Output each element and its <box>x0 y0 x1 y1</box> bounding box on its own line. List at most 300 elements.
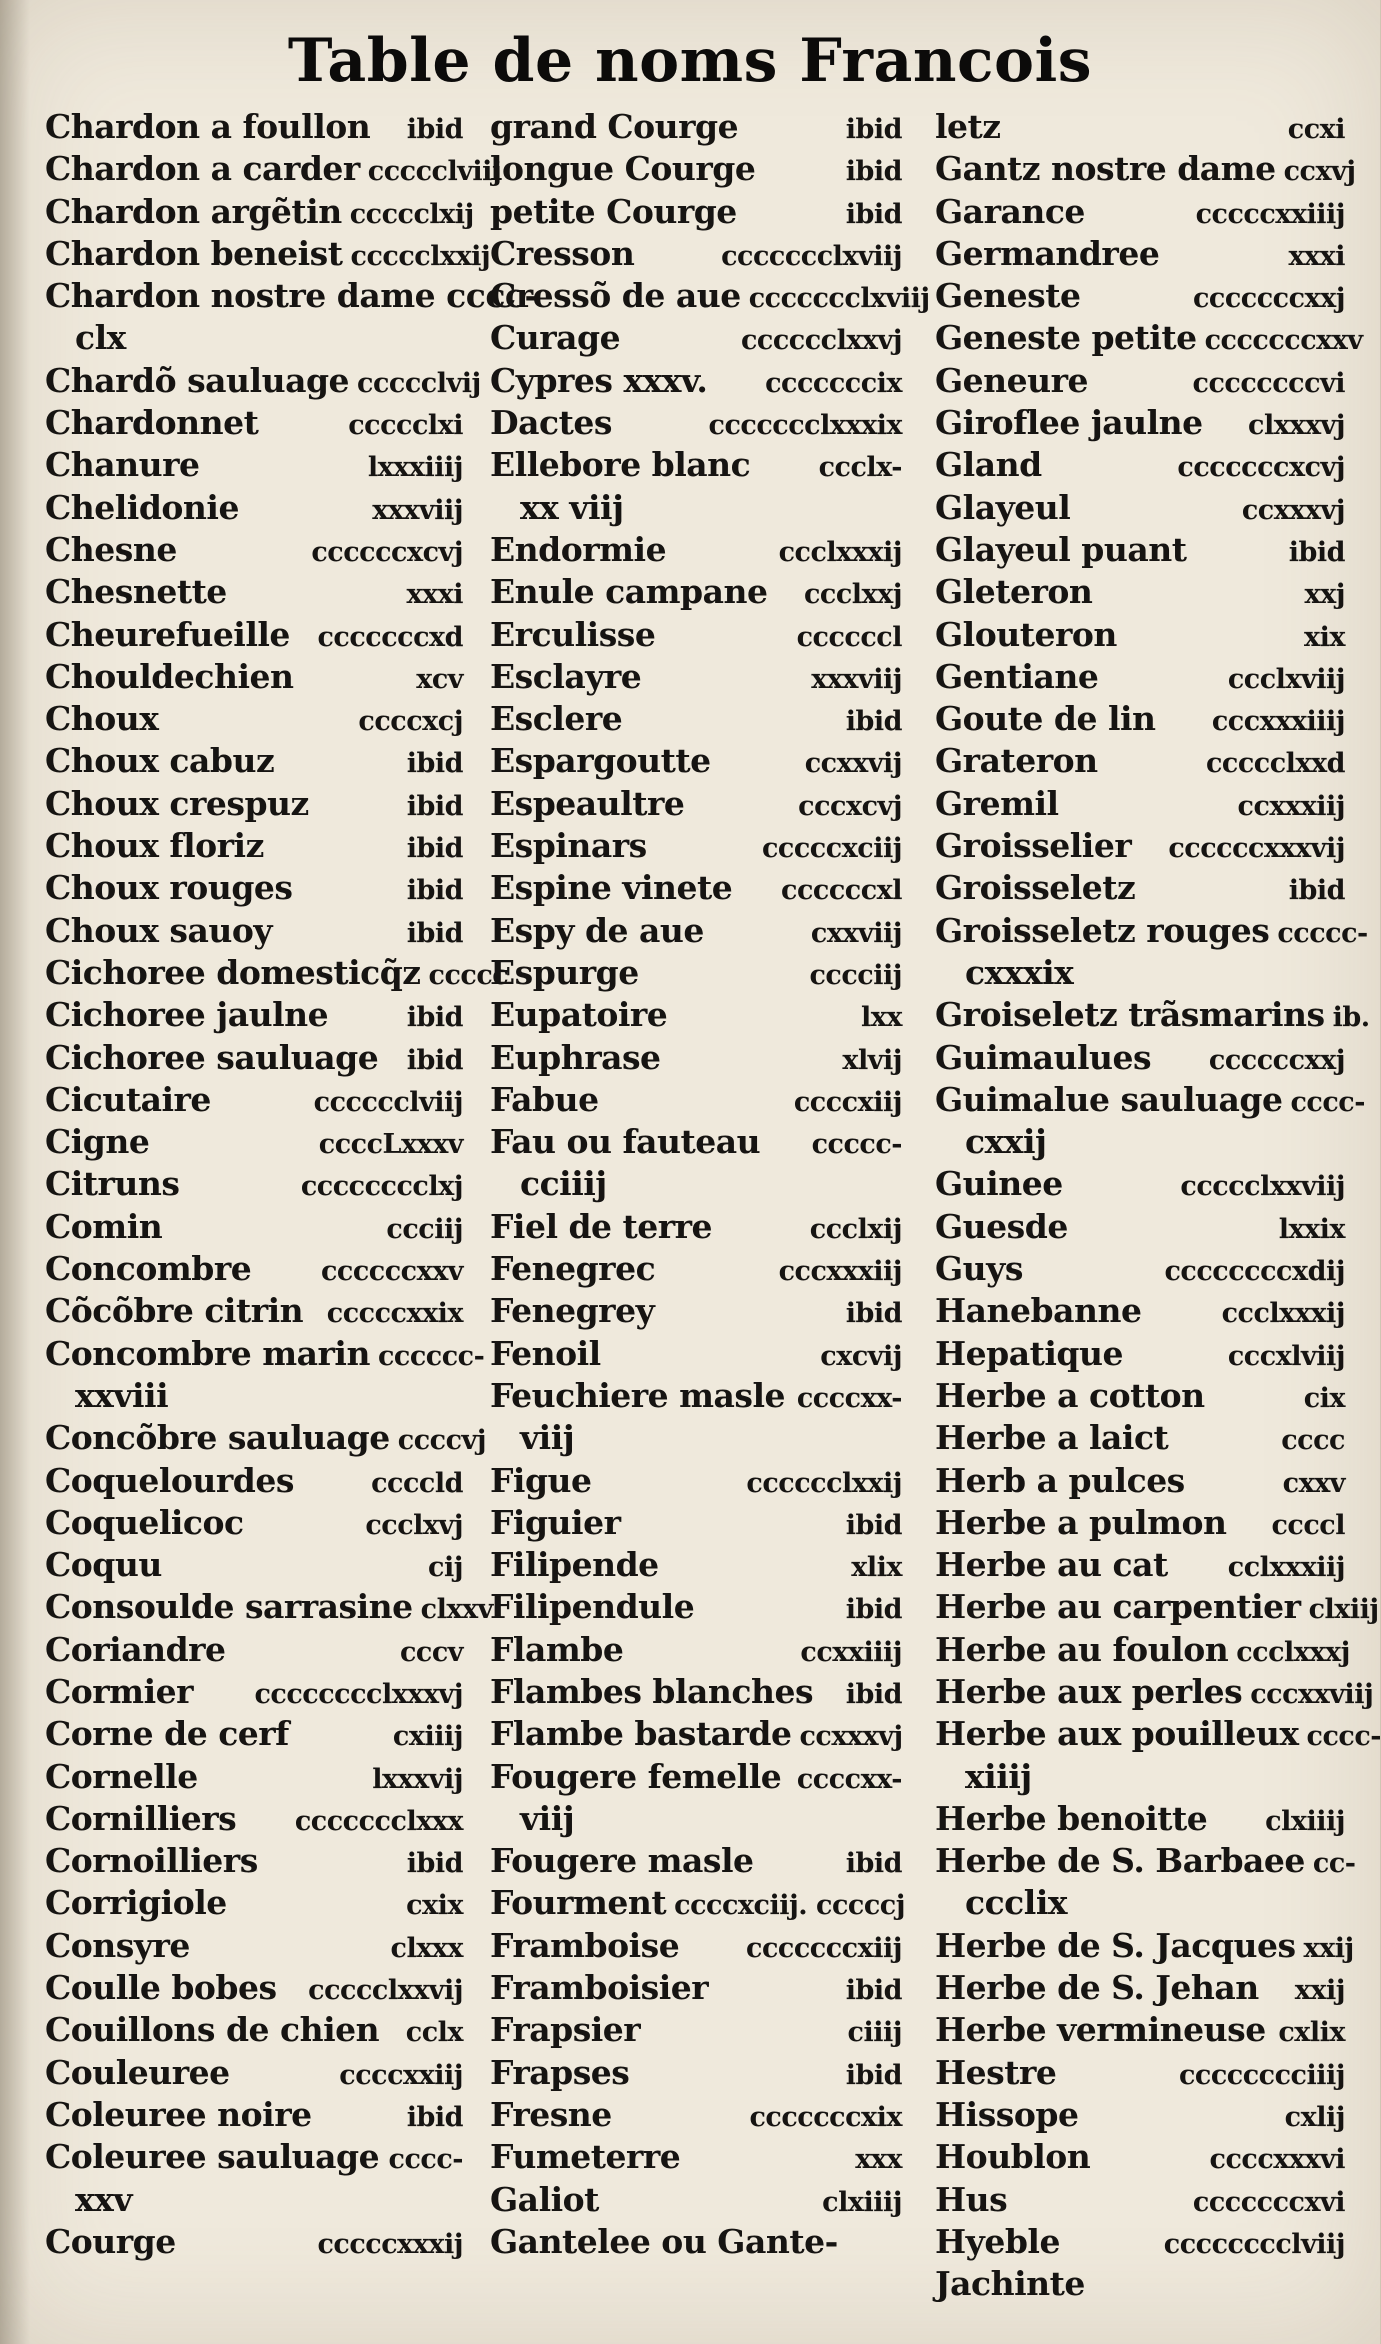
entry-folio-ref: ibid <box>406 114 463 145</box>
entry-term: Frapses <box>490 2052 630 2092</box>
index-entry <box>490 994 902 1036</box>
entry-term: Filipende <box>490 1545 659 1585</box>
entry-term: Espargoutte <box>490 741 711 781</box>
entry-folio-ref: cccxxviij <box>1250 1678 1374 1710</box>
entry-folio-ref: ccccc- <box>1277 917 1368 949</box>
entry-term: Choux cabuz <box>45 741 275 781</box>
index-entry <box>45 1163 463 1205</box>
index-entry <box>935 487 1345 529</box>
entry-folio-ref: cxxv <box>1282 1467 1345 1499</box>
entry-folio-ref: cccccc- <box>377 1340 485 1372</box>
entry-folio-ref: ccccclviij <box>367 156 502 188</box>
entry-folio-ref: ibid <box>845 1848 902 1880</box>
index-entry <box>935 1671 1374 1713</box>
index-entry <box>45 1502 463 1544</box>
index-entry <box>935 571 1345 613</box>
entry-folio-ref: xxxviij <box>372 494 463 526</box>
entry-folio-ref: ccccccxxxvij <box>1168 833 1345 865</box>
entry-term: Guimaulues <box>935 1037 1152 1077</box>
index-entry <box>45 1925 463 1967</box>
entry-term: Glouteron <box>935 614 1117 654</box>
entry-folio-ref: ibid <box>845 1975 902 2007</box>
entry-folio-ref: ibid <box>845 1678 902 1710</box>
index-entry <box>935 783 1345 825</box>
entry-term: Groiseletz trãsmarins <box>935 995 1325 1035</box>
entry-term: Erculisse <box>490 614 656 654</box>
entry-term: Espinars <box>490 826 647 866</box>
entry-folio-ref: ccccxxiij <box>339 2059 463 2091</box>
entry-term: Choux crespuz <box>45 783 309 823</box>
entry-folio-ref: ccccccl <box>796 621 902 653</box>
entry-folio-ref: clxiiij <box>822 2186 902 2218</box>
index-entry <box>490 148 902 190</box>
entry-term: Fenegrec <box>490 1249 656 1289</box>
entry-term: ccclix <box>965 1883 1068 1923</box>
entry-folio-ref: ibid <box>406 790 463 822</box>
index-entry <box>45 2179 463 2221</box>
entry-folio-ref: lxxix <box>1278 1213 1345 1245</box>
entry-folio-ref: ccccclxxd <box>1205 748 1345 780</box>
entry-folio-ref: cccccccix <box>765 367 902 399</box>
entry-term: Herbe a cotton <box>935 1375 1205 1415</box>
index-entry <box>45 106 463 148</box>
index-entry <box>490 1121 902 1163</box>
entry-term: Choux floriz <box>45 826 264 866</box>
entry-term: Fourment <box>490 1883 667 1923</box>
index-entry <box>935 825 1345 867</box>
entry-term: Germandree <box>935 233 1160 273</box>
entry-term: Frapsier <box>490 2010 641 2050</box>
entry-term: Herbe de S. Barbaee <box>935 1841 1305 1881</box>
entry-term: Hestre <box>935 2052 1057 2092</box>
entry-folio-ref: ibid <box>845 114 902 145</box>
entry-folio-ref: ccclxxxij <box>1221 1298 1345 1330</box>
entry-term: Herbe a pulmon <box>935 1502 1227 1542</box>
entry-term: Espurge <box>490 952 639 992</box>
index-entry <box>45 1882 463 1924</box>
entry-term: Cichoree sauluage <box>45 1037 379 1077</box>
entry-folio-ref: ibid <box>845 2059 902 2091</box>
index-entry <box>935 698 1345 740</box>
index-entry <box>935 1460 1345 1502</box>
index-entry <box>935 1544 1345 1586</box>
entry-term: Eupatoire <box>490 995 668 1035</box>
entry-term: longue Courge <box>490 149 756 189</box>
index-entry <box>45 952 509 994</box>
index-entry <box>490 1417 902 1459</box>
entry-term: Framboisier <box>490 1968 709 2008</box>
entry-folio-ref: clxxv <box>420 1594 493 1626</box>
entry-folio-ref: ccccclxxvij <box>308 1975 463 2007</box>
entry-term: Espy de aue <box>490 910 704 950</box>
entry-term: Couleuree <box>45 2052 230 2092</box>
entry-term: Feuchiere masle <box>490 1375 786 1415</box>
index-entry <box>490 952 902 994</box>
entry-term: Geneste <box>935 276 1081 316</box>
entry-folio-ref: ibid <box>406 833 463 865</box>
entry-folio-ref: ccccLxxxv <box>318 1129 463 1161</box>
entry-term: Coquelicoc <box>45 1502 244 1542</box>
entry-term: letz <box>935 107 1001 146</box>
entry-term: xxv <box>75 2179 133 2219</box>
index-entry <box>45 2136 463 2178</box>
entry-term: Esclayre <box>490 656 642 696</box>
index-entry <box>935 2094 1345 2136</box>
entry-folio-ref: cij <box>428 1552 463 1584</box>
index-entry <box>490 1163 902 1205</box>
entry-term: Herbe aux perles <box>935 1671 1243 1711</box>
entry-term: Garance <box>935 191 1085 231</box>
index-entry <box>935 1756 1345 1798</box>
entry-term: Herb a pulces <box>935 1460 1185 1500</box>
index-entry <box>935 2052 1345 2094</box>
entry-folio-ref: xcv <box>416 663 463 695</box>
index-entry <box>935 1037 1345 1079</box>
index-entry <box>490 444 902 486</box>
entry-term: Cõcõbre citrin <box>45 1291 304 1331</box>
index-entry <box>45 1248 463 1290</box>
entry-term: Hanebanne <box>935 1291 1142 1331</box>
entry-folio-ref: xxij <box>1294 1975 1345 2007</box>
index-column-1 <box>45 106 538 2263</box>
index-entry <box>490 910 902 952</box>
index-entry <box>45 1333 485 1375</box>
index-entry <box>490 1925 902 1967</box>
entry-folio-ref: ibid <box>406 1002 463 1034</box>
index-entry <box>45 1121 463 1163</box>
index-entry <box>935 1163 1345 1205</box>
entry-term: Cressõ de aue <box>490 276 741 316</box>
index-entry <box>935 952 1345 994</box>
index-entry <box>490 1840 902 1882</box>
entry-term: Chanure <box>45 445 200 485</box>
entry-term: Concombre <box>45 1249 252 1289</box>
index-entry <box>45 1840 463 1882</box>
entry-term: Cypres xxxv. <box>490 360 708 400</box>
index-entry <box>935 1967 1345 2009</box>
entry-folio-ref: ccxxiiij <box>800 1636 902 1668</box>
entry-term: Couillons de chien <box>45 2010 380 2050</box>
entry-term: Cornoilliers <box>45 1841 258 1881</box>
index-entry <box>935 1925 1354 1967</box>
index-entry <box>935 1502 1345 1544</box>
index-entry <box>45 1290 463 1332</box>
entry-term: Herbe vermineuse <box>935 2010 1266 2050</box>
index-entry <box>490 1502 902 1544</box>
entry-folio-ref: clxiij <box>1308 1594 1379 1626</box>
entry-folio-ref: cxix <box>406 1890 463 1922</box>
entry-term: Geneure <box>935 360 1089 400</box>
index-entry <box>490 1882 906 1924</box>
entry-folio-ref: ccccccclxviij <box>721 240 902 272</box>
entry-term: Corne de cerf <box>45 1714 289 1754</box>
index-entry <box>935 1629 1350 1671</box>
entry-folio-ref: ccxi <box>1287 114 1345 145</box>
index-entry <box>490 1967 902 2009</box>
entry-folio-ref: ccxxxvj <box>799 1721 903 1753</box>
entry-folio-ref: cxlij <box>1284 2101 1345 2133</box>
index-entry <box>45 1798 463 1840</box>
entry-folio-ref: xlvij <box>842 1044 902 1076</box>
entry-folio-ref: cxiiij <box>392 1721 463 1753</box>
entry-term: Fougere femelle <box>490 1756 782 1796</box>
entry-term: Choux <box>45 699 159 739</box>
entry-folio-ref: ib. <box>1332 1002 1370 1034</box>
index-entry <box>45 910 463 952</box>
index-entry <box>45 740 463 782</box>
index-entry <box>45 529 463 571</box>
entry-term: cciiij <box>520 1164 607 1204</box>
entry-folio-ref: cccccccciiij <box>1178 2059 1345 2091</box>
index-entry <box>935 444 1345 486</box>
index-entry <box>935 2263 1345 2305</box>
index-entry <box>490 825 902 867</box>
entry-term: Glayeul puant <box>935 529 1187 569</box>
index-entry <box>935 191 1345 233</box>
entry-folio-ref: ccccclxij <box>349 198 474 230</box>
entry-term: Euphrase <box>490 1037 661 1077</box>
index-entry <box>45 1375 463 1417</box>
entry-folio-ref: ccccxxxvi <box>1209 2144 1345 2176</box>
index-entry <box>935 317 1363 359</box>
entry-term: Chelidonie <box>45 487 239 527</box>
entry-folio-ref: ccxxvij <box>804 748 902 780</box>
entry-folio-ref: ccccclvij <box>357 367 481 399</box>
index-entry <box>45 2052 463 2094</box>
index-entry <box>45 571 463 613</box>
entry-folio-ref: cccc <box>1281 1425 1345 1457</box>
entry-folio-ref: ccccccclxxx <box>294 1805 463 1837</box>
entry-term: Cheurefueille <box>45 614 290 654</box>
entry-term: Chardonnet <box>45 403 259 443</box>
entry-folio-ref: xxxviij <box>811 663 902 695</box>
entry-folio-ref: ccccccclxxxix <box>708 410 902 442</box>
entry-term: Flambe bastarde <box>490 1714 792 1754</box>
entry-term: Jachinte <box>935 2264 1085 2304</box>
entry-term: Fiel de terre <box>490 1206 713 1246</box>
entry-folio-ref: cccccxciij <box>761 833 902 865</box>
entry-term: petite Courge <box>490 191 737 231</box>
entry-term: xiiij <box>965 1756 1032 1796</box>
entry-folio-ref: ibid <box>1288 536 1345 568</box>
binding-shadow <box>0 0 30 2344</box>
entry-term: Figuier <box>490 1502 621 1542</box>
entry-folio-ref: ccccxcj <box>358 706 463 738</box>
entry-folio-ref: ccccld <box>371 1467 463 1499</box>
entry-term: Cicutaire <box>45 1079 211 1119</box>
index-entry <box>935 1290 1345 1332</box>
entry-folio-ref: clxiiij <box>1265 1805 1345 1837</box>
index-entry <box>45 2221 463 2263</box>
entry-folio-ref: ccclx- <box>818 452 902 484</box>
index-entry <box>45 1671 463 1713</box>
index-entry <box>490 1586 902 1628</box>
entry-term: Coquelourdes <box>45 1460 294 1500</box>
entry-folio-ref: ccccccclxviij <box>748 283 930 315</box>
index-column-2 <box>490 106 930 2263</box>
entry-term: Herbe aux pouilleux <box>935 1714 1299 1754</box>
entry-term: Courge <box>45 2221 176 2261</box>
index-entry <box>45 783 463 825</box>
index-entry <box>935 233 1345 275</box>
entry-term: Comin <box>45 1206 163 1246</box>
entry-folio-ref: ccxxxvj <box>1241 494 1345 526</box>
entry-folio-ref: cccxxxiiij <box>1211 706 1345 738</box>
index-entry <box>45 698 463 740</box>
entry-folio-ref: cccccccxxv <box>1204 325 1363 357</box>
entry-folio-ref: ibid <box>845 156 902 188</box>
entry-folio-ref: ibid <box>406 1848 463 1880</box>
entry-folio-ref: cclxxxiij <box>1227 1552 1345 1584</box>
entry-term: Chardon beneist <box>45 233 343 273</box>
entry-term: Cresson <box>490 233 635 273</box>
entry-folio-ref: ccccl <box>1271 1509 1345 1541</box>
index-entry <box>490 2052 902 2094</box>
entry-term: Filipendule <box>490 1587 695 1627</box>
entry-term: Coleuree noire <box>45 2094 312 2134</box>
entry-folio-ref: xxxi <box>406 579 463 611</box>
entry-folio-ref: cccccxxix <box>326 1298 463 1330</box>
entry-term: Fresne <box>490 2094 612 2134</box>
entry-term: Cornelle <box>45 1756 198 1796</box>
entry-folio-ref: ibid <box>845 198 902 230</box>
entry-folio-ref: xxj <box>1304 579 1345 611</box>
entry-folio-ref: ibid <box>1288 875 1345 907</box>
entry-term: Gland <box>935 445 1042 485</box>
entry-term: Coriandre <box>45 1629 226 1669</box>
entry-folio-ref: cxlix <box>1278 2017 1345 2049</box>
entry-folio-ref: ccclxxxj <box>1236 1636 1350 1668</box>
entry-folio-ref: cccccclviij <box>313 1086 463 1118</box>
entry-folio-ref: xix <box>1304 621 1345 653</box>
entry-term: cxxij <box>965 1122 1047 1162</box>
entry-folio-ref: cccccccxvi <box>1192 2186 1345 2218</box>
index-entry <box>490 191 902 233</box>
entry-folio-ref: cccccccxcvj <box>1177 452 1345 484</box>
entry-term: Fenegrey <box>490 1291 655 1331</box>
index-entry <box>490 1798 902 1840</box>
index-entry <box>490 2136 902 2178</box>
entry-folio-ref: cc- <box>1312 1848 1356 1880</box>
entry-term: Cichoree jaulne <box>45 995 329 1035</box>
index-entry <box>935 656 1345 698</box>
index-entry <box>45 1079 463 1121</box>
entry-folio-ref: ccccccxxj <box>1208 1044 1345 1076</box>
entry-folio-ref: xxxi <box>1288 240 1345 272</box>
entry-term: Chouldechien <box>45 656 294 696</box>
entry-folio-ref: ccccccxl <box>781 875 902 907</box>
index-entry <box>490 614 902 656</box>
entry-term: Chardon a foullon <box>45 107 371 146</box>
index-entry <box>490 571 902 613</box>
entry-term: Geneste petite <box>935 318 1197 358</box>
entry-folio-ref: lxx <box>861 1002 902 1034</box>
entry-folio-ref: cccccccxd <box>317 621 463 653</box>
entry-folio-ref: ibid <box>845 706 902 738</box>
index-entry <box>490 2179 902 2221</box>
entry-folio-ref: ccxvj <box>1283 156 1356 188</box>
index-entry <box>935 1882 1345 1924</box>
entry-term: Cornilliers <box>45 1798 237 1838</box>
index-entry <box>45 1629 463 1671</box>
entry-term: Choux rouges <box>45 868 293 908</box>
entry-folio-ref: ccccclxxij <box>350 240 491 272</box>
index-entry <box>45 317 463 359</box>
entry-term: Groisselier <box>935 826 1132 866</box>
entry-folio-ref: ccccxciij. cccccj <box>674 1890 906 1922</box>
entry-term: Guys <box>935 1249 1023 1289</box>
index-entry <box>935 910 1368 952</box>
index-entry <box>490 1713 902 1755</box>
entry-folio-ref: lxxxvij <box>372 1763 463 1795</box>
entry-folio-ref: ccccc <box>428 959 509 991</box>
index-entry <box>45 275 538 317</box>
entry-folio-ref: cccccxxxij <box>317 2228 463 2260</box>
entry-term: Glayeul <box>935 487 1071 527</box>
index-entry <box>490 1290 902 1332</box>
entry-term: Enule campane <box>490 572 768 612</box>
entry-folio-ref: xlix <box>851 1552 902 1584</box>
entry-term: Figue <box>490 1460 592 1500</box>
entry-term: Herbe de S. Jehan <box>935 1968 1259 2008</box>
entry-term: Flambe <box>490 1629 624 1669</box>
entry-folio-ref: ibid <box>406 748 463 780</box>
index-entry <box>490 1248 902 1290</box>
entry-term: Chardon a carder <box>45 149 360 189</box>
entry-term: Coquu <box>45 1545 162 1585</box>
entry-term: Fumeterre <box>490 2137 681 2177</box>
entry-folio-ref: ibid <box>845 1594 902 1626</box>
entry-term: Groisseletz rouges <box>935 910 1270 950</box>
entry-term: Coulle bobes <box>45 1968 277 2008</box>
entry-term: Fabue <box>490 1079 599 1119</box>
entry-term: Gleteron <box>935 572 1093 612</box>
index-entry <box>490 233 902 275</box>
index-entry <box>490 106 902 148</box>
entry-folio-ref: ccccccxcvj <box>311 536 463 568</box>
index-entry <box>935 2221 1345 2263</box>
index-entry <box>45 1713 463 1755</box>
entry-term: Framboise <box>490 1925 680 1965</box>
page-title: Table de noms Francois <box>287 26 1093 96</box>
index-entry <box>45 825 463 867</box>
index-entry <box>935 2009 1345 2051</box>
index-entry <box>45 1037 463 1079</box>
index-entry <box>935 2179 1345 2221</box>
entry-term: Flambes blanches <box>490 1671 814 1711</box>
entry-term: Esclere <box>490 699 623 739</box>
index-entry <box>935 1375 1345 1417</box>
entry-folio-ref: cccccclxxij <box>746 1467 902 1499</box>
index-entry <box>935 402 1345 444</box>
index-entry <box>45 487 463 529</box>
index-entry <box>935 1079 1365 1121</box>
index-entry <box>45 402 463 444</box>
entry-term: Hissope <box>935 2094 1079 2134</box>
index-entry <box>490 2094 902 2136</box>
entry-term: Curage <box>490 318 621 358</box>
entry-term: Herbe a laict <box>935 1418 1169 1458</box>
entry-folio-ref: ibid <box>406 1044 463 1076</box>
entry-term: Herbe benoitte <box>935 1798 1208 1838</box>
index-entry <box>490 1544 902 1586</box>
entry-folio-ref: cccccccxix <box>749 2101 902 2133</box>
entry-term: Chardon nostre dame cccc- <box>45 276 538 316</box>
entry-term: Fenoil <box>490 1333 601 1373</box>
index-entry <box>935 2136 1345 2178</box>
entry-folio-ref: xxx <box>855 2144 902 2176</box>
entry-folio-ref: ccccvj <box>397 1425 486 1457</box>
